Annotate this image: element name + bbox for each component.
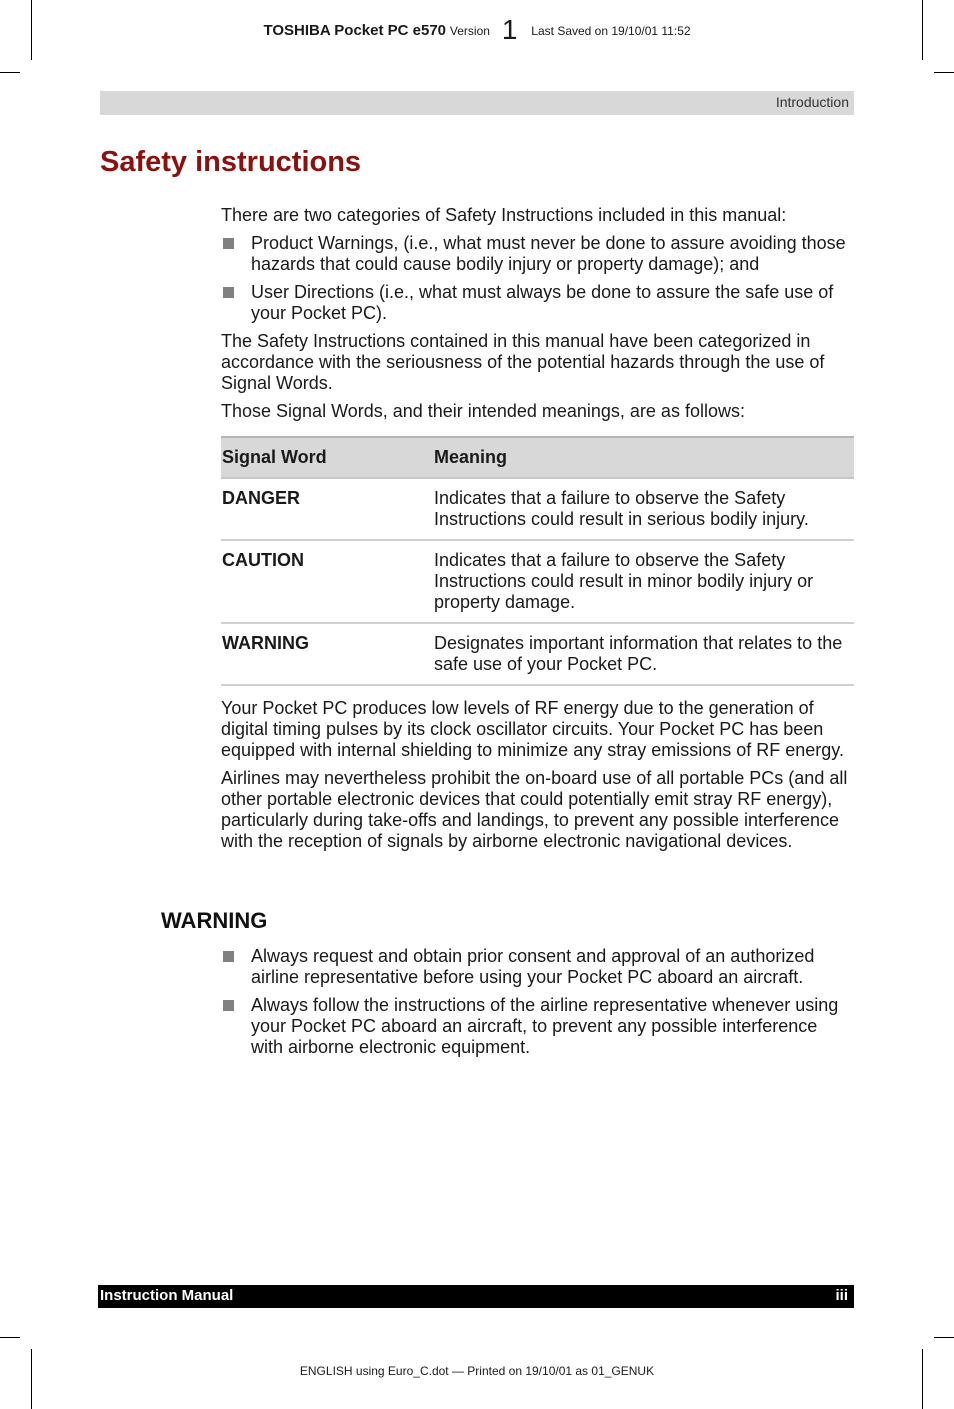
categorized-paragraph: The Safety Instructions contained in this manual have been categorized in accordance with the seriousness of the potential hazards through the use of Signal Words. xyxy=(221,331,825,393)
signal-word-cell: CAUTION xyxy=(221,540,433,623)
bullet-square-icon xyxy=(223,1000,234,1011)
list-item xyxy=(221,282,854,324)
signal-word-cell: DANGER xyxy=(221,478,433,540)
bullet-square-icon xyxy=(223,238,234,249)
list-item xyxy=(221,233,854,275)
crop-mark xyxy=(0,72,20,73)
document-header xyxy=(0,14,954,46)
table-row xyxy=(221,623,854,685)
warning-list xyxy=(221,946,854,1065)
list-item-text: Always request and obtain prior consent and approval of an authorized airline representative before using your Pocket PC aboard an aircraft. xyxy=(251,946,815,987)
main-content xyxy=(221,205,854,859)
section-bar xyxy=(100,91,854,115)
footer-manual-label: Instruction Manual xyxy=(100,1287,234,1304)
list-item-text: User Directions (i.e., what must always be done to assure the safe use of your Pocket PC). xyxy=(251,282,834,323)
rf-paragraph: Your Pocket PC produces low levels of RF energy due to the generation of digital timing pulses by its clock oscillator circuits. Your Pocket PC has been equipped with internal shielding to minimize any stray emissions of RF energy. xyxy=(221,698,844,760)
footer-bar xyxy=(98,1285,854,1308)
crop-mark xyxy=(31,1349,32,1409)
section-label: Introduction xyxy=(775,94,849,110)
crop-mark xyxy=(922,1349,923,1409)
meaning-cell: Designates important information that relates to the safe use of your Pocket PC. xyxy=(433,623,854,685)
intro-paragraph: There are two categories of Safety Instructions included in this manual: xyxy=(221,205,787,225)
list-item-text: Always follow the instructions of the airline representative whenever using your Pocket PC aboard an aircraft, to prevent any possible interference with airborne electronic equipment. xyxy=(251,995,839,1057)
column-header-signal-word: Signal Word xyxy=(221,437,433,478)
signal-word-cell: WARNING xyxy=(221,623,433,685)
meaning-cell: Indicates that a failure to observe the Safety Instructions could result in minor bodily injury or property damage. xyxy=(433,540,854,623)
version-number: 1 xyxy=(501,14,518,45)
table-row xyxy=(221,478,854,540)
crop-mark xyxy=(0,1337,20,1338)
version-label: Version xyxy=(449,24,490,38)
warning-heading: WARNING xyxy=(161,908,268,933)
signal-word-table xyxy=(221,436,854,686)
crop-mark xyxy=(934,1337,954,1338)
table-row xyxy=(221,540,854,623)
table-header-row xyxy=(221,437,854,478)
bullet-square-icon xyxy=(223,951,234,962)
last-saved: Last Saved on 19/10/01 11:52 xyxy=(531,24,691,38)
print-info: ENGLISH using Euro_C.dot — Printed on 19/10/01 as 01_GENUK xyxy=(299,1364,655,1378)
page-number: iii xyxy=(835,1287,848,1304)
signal-words-paragraph: Those Signal Words, and their intended meanings, are as follows: xyxy=(221,401,745,421)
page-title: Safety instructions xyxy=(100,146,362,178)
column-header-meaning: Meaning xyxy=(433,437,854,478)
list-item xyxy=(221,995,854,1058)
airlines-paragraph: Airlines may nevertheless prohibit the on-board use of all portable PCs (and all other portable electronic devices that could potentially emit stray RF energy), particularly during take-offs and landings, to prevent any possible interference with the reception of signals by airborne electronic navigational devices. xyxy=(221,768,848,851)
list-item xyxy=(221,946,854,988)
list-item-text: Product Warnings, (i.e., what must never be done to assure avoiding those hazards that could cause bodily injury or property damage); and xyxy=(251,233,846,274)
bullet-square-icon xyxy=(223,287,234,298)
meaning-cell: Indicates that a failure to observe the Safety Instructions could result in serious bodily injury. xyxy=(433,478,854,540)
crop-mark xyxy=(934,72,954,73)
brand-name: TOSHIBA Pocket PC e570 xyxy=(263,22,447,39)
